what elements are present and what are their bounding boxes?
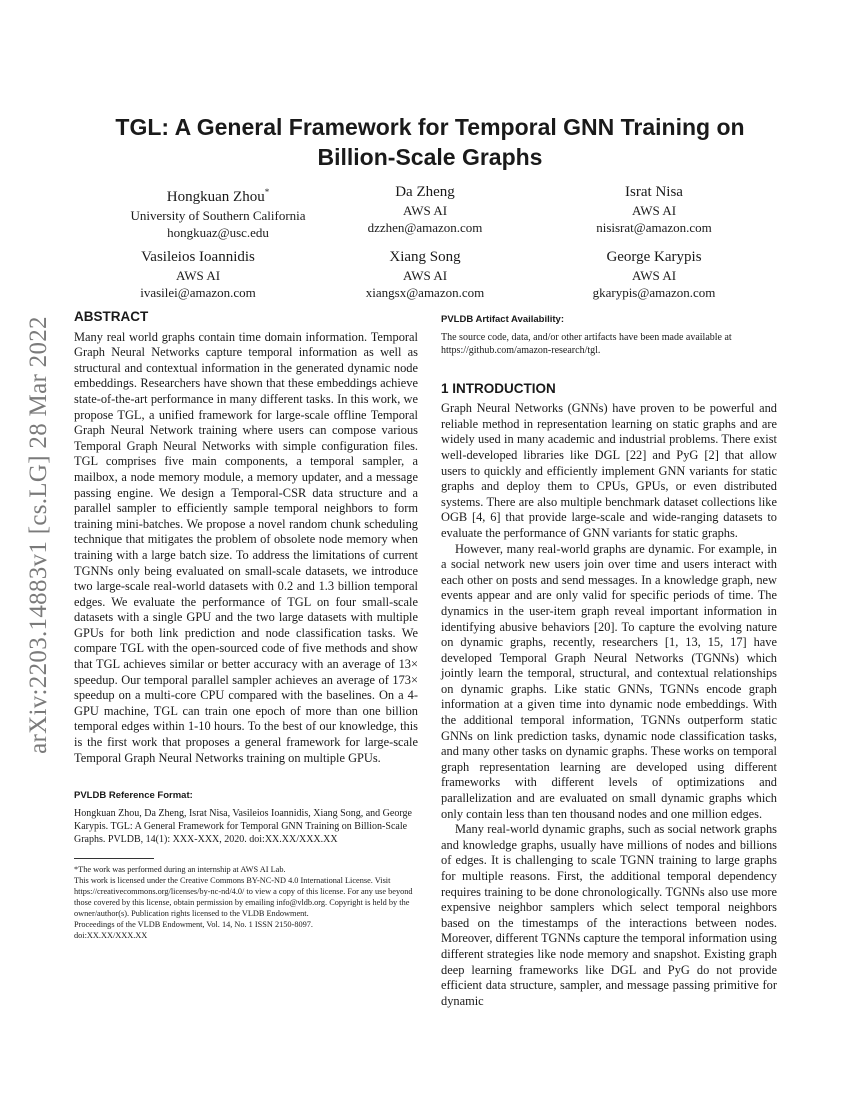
reference-format-heading: PVLDB Reference Format: <box>74 790 193 802</box>
author-block <box>310 182 540 236</box>
author-block <box>539 247 769 301</box>
arxiv-identifier-stamp <box>6 290 72 780</box>
author-email[interactable]: ivasilei@amazon.com <box>140 285 256 300</box>
arxiv-identifier-text: arXiv:2203.14883v1 [cs.LG] 28 Mar 2022 <box>25 316 52 754</box>
author-name: George Karypis <box>606 249 702 265</box>
paper-title: TGL: A General Framework for Temporal GNN Training on Billion-Scale Graphs <box>115 114 745 170</box>
author-block <box>310 247 540 301</box>
introduction-paragraph: However, many real-world graphs are dynamic. For example, in a social network new users join over time and users interact with each other on posts and send messages. In a knowledge graph, new events appear and are only valid for specific periods of time. The dynamics in the user-item graph reveal important information in identifying abusive behaviors [20]. To capture the evolving nature on dynamic graphs, recently, researchers [1, 13, 15, 17] have developed Temporal Graph Neural Networks (TGNNs) which jointly learn the temporal, structural, and contextual relationships on dynamic graphs. Like static GNNs, TGNNs encode graph information at a given time into dynamic node embeddings. With the additional temporal information, TGNNs outperform static GNNs on link prediction tasks, dynamic node classification tasks, and many other tasks on dynamic graphs. These works on temporal graph representation learning are developed using different frameworks with different levels of optimizations and parallelization and are evaluated on small dynamic graphs which only contain less than ten thousand nodes and one million edges. <box>441 541 777 821</box>
author-email[interactable]: hongkuaz@usc.edu <box>167 225 269 240</box>
abstract-heading: ABSTRACT <box>74 309 149 324</box>
artifact-text: The source code, data, and/or other artifacts have been made available at https://github.com/amazon-research/tgl. <box>441 331 732 356</box>
artifact-heading: PVLDB Artifact Availability: <box>441 314 564 325</box>
author-affiliation: University of Southern California <box>130 208 306 223</box>
author-email[interactable]: xiangsx@amazon.com <box>365 285 485 300</box>
author-affiliation: AWS AI <box>175 268 221 283</box>
author-block <box>83 247 313 301</box>
footnote-license: This work is licensed under the Creative Commons BY-NC-ND 4.0 International License. Visit https://creativecommons.org/licenses/by-nc-nd/4.0/ to view a copy of this license. For any use beyond those covered by this license, obtain permission by emailing info@vldb.org. Copyright is held by the owner/author(s). Publication rights licensed to the VLDB Endowment. <box>74 875 413 918</box>
author-name: Hongkuan Zhou* <box>166 187 270 205</box>
author-footnote-mark: * <box>264 187 270 197</box>
author-email[interactable]: gkarypis@amazon.com <box>592 285 716 300</box>
footnote-proceedings: Proceedings of the VLDB Endowment, Vol. 14, No. 1 ISSN 2150-8097. <box>74 919 313 929</box>
right-column <box>441 312 777 1009</box>
author-block <box>539 182 769 236</box>
introduction-paragraph: Many real-world dynamic graphs, such as social network graphs and knowledge graphs, usually have millions of nodes and billions of edges. It is challenging to scale TGNN training to large graphs for multiple reasons. First, the additional temporal dependency requires training to be done chronologically. TGNNs also use more expensive neighbor samplers which select temporal neighbors based on the timestamps of the interactions between nodes. Moreover, different TGNNs capture the temporal information using different strategies like node memory and snapshot. Existing graph deep learning frameworks like DGL and PyG do not provide efficient data structure, sampler, and message passing primitive for dynamic <box>441 822 777 1008</box>
author-affiliation: AWS AI <box>402 268 448 283</box>
author-name: Da Zheng <box>395 184 455 200</box>
introduction-heading: 1 INTRODUCTION <box>441 380 556 396</box>
author-name: Vasileios Ioannidis <box>141 249 255 265</box>
footnote-internship: *The work was performed during an internship at AWS AI Lab. <box>74 864 286 874</box>
author-name: Israt Nisa <box>625 184 683 200</box>
author-affiliation: AWS AI <box>631 203 677 218</box>
author-affiliation: AWS AI <box>402 203 448 218</box>
footnote-divider <box>74 858 154 859</box>
footnote-doi: doi:XX.XX/XXX.XX <box>74 930 148 940</box>
author-email[interactable]: nisisrat@amazon.com <box>596 220 712 235</box>
author-name: Xiang Song <box>389 249 461 265</box>
introduction-paragraph: Graph Neural Networks (GNNs) have proven to be powerful and reliable method in representation learning on static graphs and are widely used in many academic and industrial problems. There exist well-developed libraries like DGL [22] and PyG [2] that allow users to quickly and efficiently implement GNN variants for static graphs and deploy them to CPUs, GPUs, or even distributed systems. There are also multiple benchmark dataset collections like OGB [4, 6] that provide large-scale and wide-ranging datasets to evaluate the performance of GNN variants for static graphs. <box>441 401 777 540</box>
author-email[interactable]: dzzhen@amazon.com <box>367 220 483 235</box>
abstract-text: Many real world graphs contain time domain information. Temporal Graph Neural Networks capture temporal information as well as structural and contextual information in the generated dynamic node embeddings. Researchers have shown that these embeddings achieve state-of-the-art performance in many different tasks. In this work, we propose TGL, a unified framework for large-scale offline Temporal Graph Neural Network training where users can compose various Temporal Graph Neural Networks with simple configuration files. TGL comprises five main components, a temporal sampler, a mailbox, a node memory module, a memory updater, and a message passing engine. We design a Temporal-CSR data structure and a parallel sampler to efficiently sample temporal neighbors to form training mini-batches. We propose a novel random chunk scheduling technique that mitigates the problem of obsolete node memory when training with a large batch size. To address the limitations of current TGNNs only being evaluated on small-scale datasets, we introduce two large-scale real-world datasets with 0.2 and 1.3 billion temporal edges. We evaluate the performance of TGL on four small-scale datasets with a single GPU and the two large datasets with multiple GPUs for both link prediction and node classification tasks. We compare TGL with the open-sourced code of five methods and show that TGL achieves similar or better accuracy with an average of 13× speedup. Our temporal parallel sampler achieves an average of 173× speedup on a multi-core CPU compared with the baselines. On a 4-GPU machine, TGL can train one epoch of more than one billion temporal edges within 1-10 hours. To the best of our knowledge, this is the first work that proposes a general framework for large-scale Temporal Graph Neural Networks training on multiple GPUs. <box>74 329 418 765</box>
left-column <box>74 309 418 941</box>
author-affiliation: AWS AI <box>631 268 677 283</box>
author-block <box>103 182 333 241</box>
reference-format-text: Hongkuan Zhou, Da Zheng, Israt Nisa, Vasileios Ioannidis, Xiang Song, and George Karypis. TGL: A General Framework for Temporal GNN Training on Billion-Scale Graphs. PVLDB, 14(1): XXX-XXX, 2020. doi:XX.XX/XXX.XX <box>74 807 412 845</box>
